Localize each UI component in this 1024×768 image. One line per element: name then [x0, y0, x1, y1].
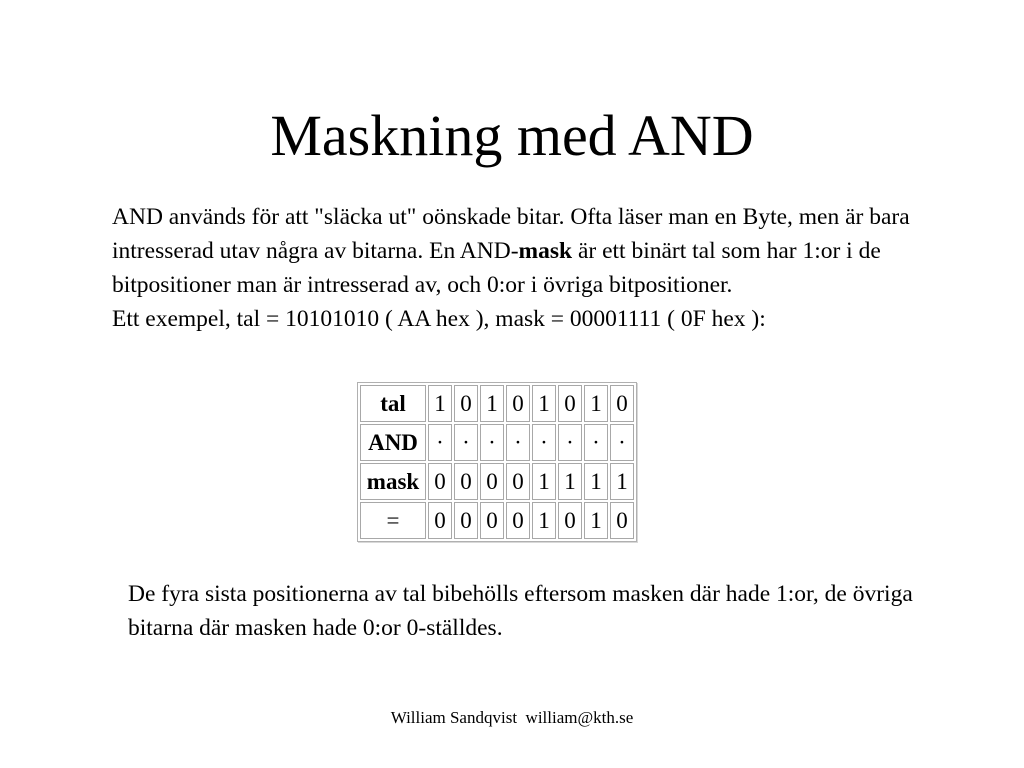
bit-cell: 0: [506, 502, 530, 539]
bit-cell: ·: [480, 424, 504, 461]
bit-cell: 1: [532, 385, 556, 422]
bit-cell: 0: [558, 502, 582, 539]
row-label: AND: [360, 424, 426, 461]
intro-paragraph: [112, 200, 962, 302]
bit-cell: 0: [506, 463, 530, 500]
conclusion-text: De fyra sista positionerna av tal bibehölls eftersom masken där hade 1:or, de övriga bitarna där masken hade 0:or 0-ställdes.: [128, 581, 913, 641]
bit-cell: 0: [610, 502, 634, 539]
bit-cell: 0: [480, 502, 504, 539]
bit-cell: 1: [584, 502, 608, 539]
bit-cell: 1: [584, 463, 608, 500]
example-line: Ett exempel, tal = 10101010 ( AA hex ), mask = 00001111 ( 0F hex ):: [112, 306, 766, 332]
intro-text-end: är ett binärt tal som har 1:or i de bitpositioner man är intresserad av, och 0:or i övriga bitpositioner.: [112, 238, 881, 298]
bit-cell: 1: [558, 463, 582, 500]
bit-cell: 0: [428, 463, 452, 500]
bit-cell: ·: [584, 424, 608, 461]
bit-cell: ·: [506, 424, 530, 461]
bit-cell: 0: [454, 502, 478, 539]
bit-cell: 1: [480, 385, 504, 422]
bit-cell: 1: [610, 463, 634, 500]
bit-cell: 0: [454, 463, 478, 500]
row-label: mask: [360, 463, 426, 500]
bit-cell: 1: [584, 385, 608, 422]
bit-cell: 0: [506, 385, 530, 422]
footer-author: William Sandqvist william@kth.se: [390, 708, 634, 727]
bit-cell: 0: [428, 502, 452, 539]
mask-keyword: mask: [518, 238, 573, 264]
bit-cell: 1: [532, 463, 556, 500]
and-mask-table: [357, 382, 637, 542]
table-row: [360, 385, 634, 422]
bit-cell: ·: [532, 424, 556, 461]
bit-cell: 1: [532, 502, 556, 539]
bit-cell: ·: [428, 424, 452, 461]
intro-text-start: AND används för att "släcka ut" oönskade bitar. Ofta läser man en Byte, men är bara intresserad utav några av bitarna. En AND-: [112, 204, 910, 264]
table-row: [360, 424, 634, 461]
bit-cell: 1: [428, 385, 452, 422]
bit-cell: ·: [454, 424, 478, 461]
bit-cell: 0: [454, 385, 478, 422]
table-row: [360, 502, 634, 539]
bit-cell: 0: [558, 385, 582, 422]
bit-cell: 0: [610, 385, 634, 422]
bit-cell: ·: [610, 424, 634, 461]
slide-title: Maskning med AND: [270, 103, 754, 168]
bit-cell: 0: [480, 463, 504, 500]
bit-cell: ·: [558, 424, 582, 461]
table-row: [360, 463, 634, 500]
intro-text: [112, 200, 962, 336]
row-label: tal: [360, 385, 426, 422]
row-label: =: [360, 502, 426, 539]
